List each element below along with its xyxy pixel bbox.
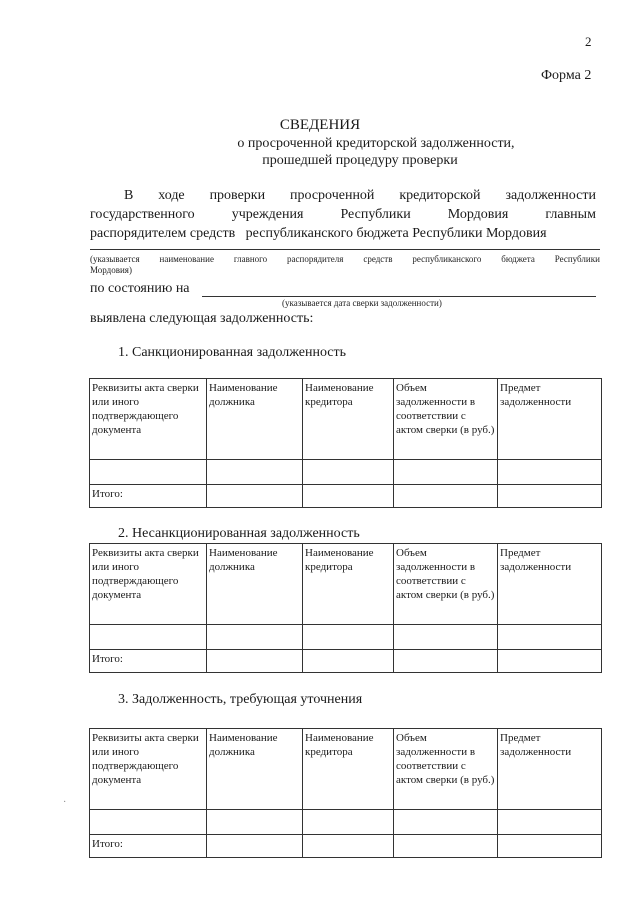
header-cell: Наименование кредитора [303, 544, 394, 625]
table-cell[interactable] [90, 810, 207, 835]
table-cell[interactable] [303, 485, 394, 508]
table-cell[interactable] [207, 810, 303, 835]
total-label: Итого: [90, 650, 207, 673]
section-1-title: 1. Санкционированная задолженность [118, 345, 347, 360]
intro-word: кредиторской [399, 188, 481, 203]
table-cell[interactable] [90, 625, 207, 650]
total-label: Итого: [90, 485, 207, 508]
table-cell[interactable] [498, 485, 602, 508]
header-cell: Объем задолженности в соответствии с актом сверки (в руб.) [394, 544, 498, 625]
table-cell[interactable] [303, 460, 394, 485]
table-row [90, 810, 602, 835]
intro-word: В [124, 188, 134, 203]
table-cell[interactable] [303, 625, 394, 650]
table-cell[interactable] [498, 835, 602, 858]
table-cell[interactable] [394, 625, 498, 650]
table-cell[interactable] [394, 460, 498, 485]
table-header-row [90, 379, 602, 460]
intro-line-2 [90, 205, 596, 224]
intro-word: просроченной [290, 188, 375, 203]
header-cell: Наименование должника [207, 544, 303, 625]
table-cell[interactable] [498, 625, 602, 650]
hint-word: главного [233, 254, 268, 264]
document-subtitle-line1: о просроченной кредиторской задолженности, [237, 136, 515, 151]
hint-row [90, 254, 600, 265]
found-text: выявлена следующая задолженность: [90, 311, 314, 326]
header-cell: Наименование должника [207, 379, 303, 460]
table-row [90, 460, 602, 485]
margin-mark: · [63, 797, 67, 808]
as-of-label: по состоянию на [90, 281, 190, 296]
hint-word: наименование [159, 254, 214, 264]
table-cell[interactable] [394, 650, 498, 673]
document-subtitle-line2: прошедшей процедуру проверки [262, 153, 458, 168]
manager-name-line [90, 249, 600, 250]
document-title: СВЕДЕНИЯ [279, 117, 361, 133]
header-cell: Предмет задолженности [498, 544, 602, 625]
hint-word: бюджета [501, 254, 535, 264]
hint-word: (указывается [90, 254, 140, 264]
total-label: Итого: [90, 835, 207, 858]
header-cell: Объем задолженности в соответствии с актом сверки (в руб.) [394, 729, 498, 810]
header-cell: Объем задолженности в соответствии с актом сверки (в руб.) [394, 379, 498, 460]
table-header-row [90, 729, 602, 810]
table-cell[interactable] [498, 460, 602, 485]
total-row [90, 650, 602, 673]
manager-name-hint [90, 254, 600, 276]
intro-word: Мордовия [447, 207, 509, 222]
intro-word: Республики [340, 207, 411, 222]
table-cell[interactable] [394, 835, 498, 858]
hint-word: Республики [554, 254, 600, 264]
table-cell[interactable] [207, 460, 303, 485]
intro-word: главным [545, 207, 596, 222]
table-cell[interactable] [394, 485, 498, 508]
section-2-title: 2. Несанкционированная задолженность [118, 526, 360, 541]
page-number: 2 [585, 34, 592, 49]
table-cell[interactable] [207, 625, 303, 650]
section-3-table [89, 728, 602, 858]
total-row [90, 835, 602, 858]
header-cell: Предмет задолженности [498, 379, 602, 460]
header-cell: Наименование должника [207, 729, 303, 810]
header-cell: Предмет задолженности [498, 729, 602, 810]
intro-paragraph [90, 186, 596, 243]
section-3-title: 3. Задолженность, требующая уточнения [118, 692, 363, 707]
intro-text: распорядителем средств республиканского бюджета Республики Мордовия [90, 226, 547, 241]
table-cell[interactable] [303, 650, 394, 673]
table-cell[interactable] [498, 810, 602, 835]
date-line[interactable] [202, 296, 596, 297]
table-cell[interactable] [207, 650, 303, 673]
table-cell[interactable] [207, 485, 303, 508]
header-cell: Наименование кредитора [303, 729, 394, 810]
hint-word: республиканского [412, 254, 482, 264]
intro-word: государственного [90, 207, 195, 222]
intro-word: учреждения [231, 207, 304, 222]
header-cell: Наименование кредитора [303, 379, 394, 460]
table-cell[interactable] [90, 460, 207, 485]
header-cell: Реквизиты акта сверки или иного подтверждающего документа [90, 379, 207, 460]
table-cell[interactable] [303, 835, 394, 858]
total-row [90, 485, 602, 508]
intro-line-3 [90, 224, 596, 243]
table-row [90, 625, 602, 650]
table-cell[interactable] [303, 810, 394, 835]
hint-word: средств [363, 254, 393, 264]
section-1-table [89, 378, 602, 508]
table-cell[interactable] [498, 650, 602, 673]
intro-word: проверки [209, 188, 266, 203]
table-cell[interactable] [207, 835, 303, 858]
table-header-row [90, 544, 602, 625]
form-label: Форма 2 [541, 68, 592, 83]
intro-word: ходе [158, 188, 185, 203]
intro-word: задолженности [505, 188, 596, 203]
date-hint: (указывается дата сверки задолженности) [282, 298, 442, 308]
hint-line-2: Мордовия) [90, 265, 132, 275]
section-2-table [89, 543, 602, 673]
header-cell: Реквизиты акта сверки или иного подтверждающего документа [90, 544, 207, 625]
table-cell[interactable] [394, 810, 498, 835]
hint-word: распорядителя [287, 254, 344, 264]
intro-line-1 [90, 186, 596, 205]
header-cell: Реквизиты акта сверки или иного подтверждающего документа [90, 729, 207, 810]
